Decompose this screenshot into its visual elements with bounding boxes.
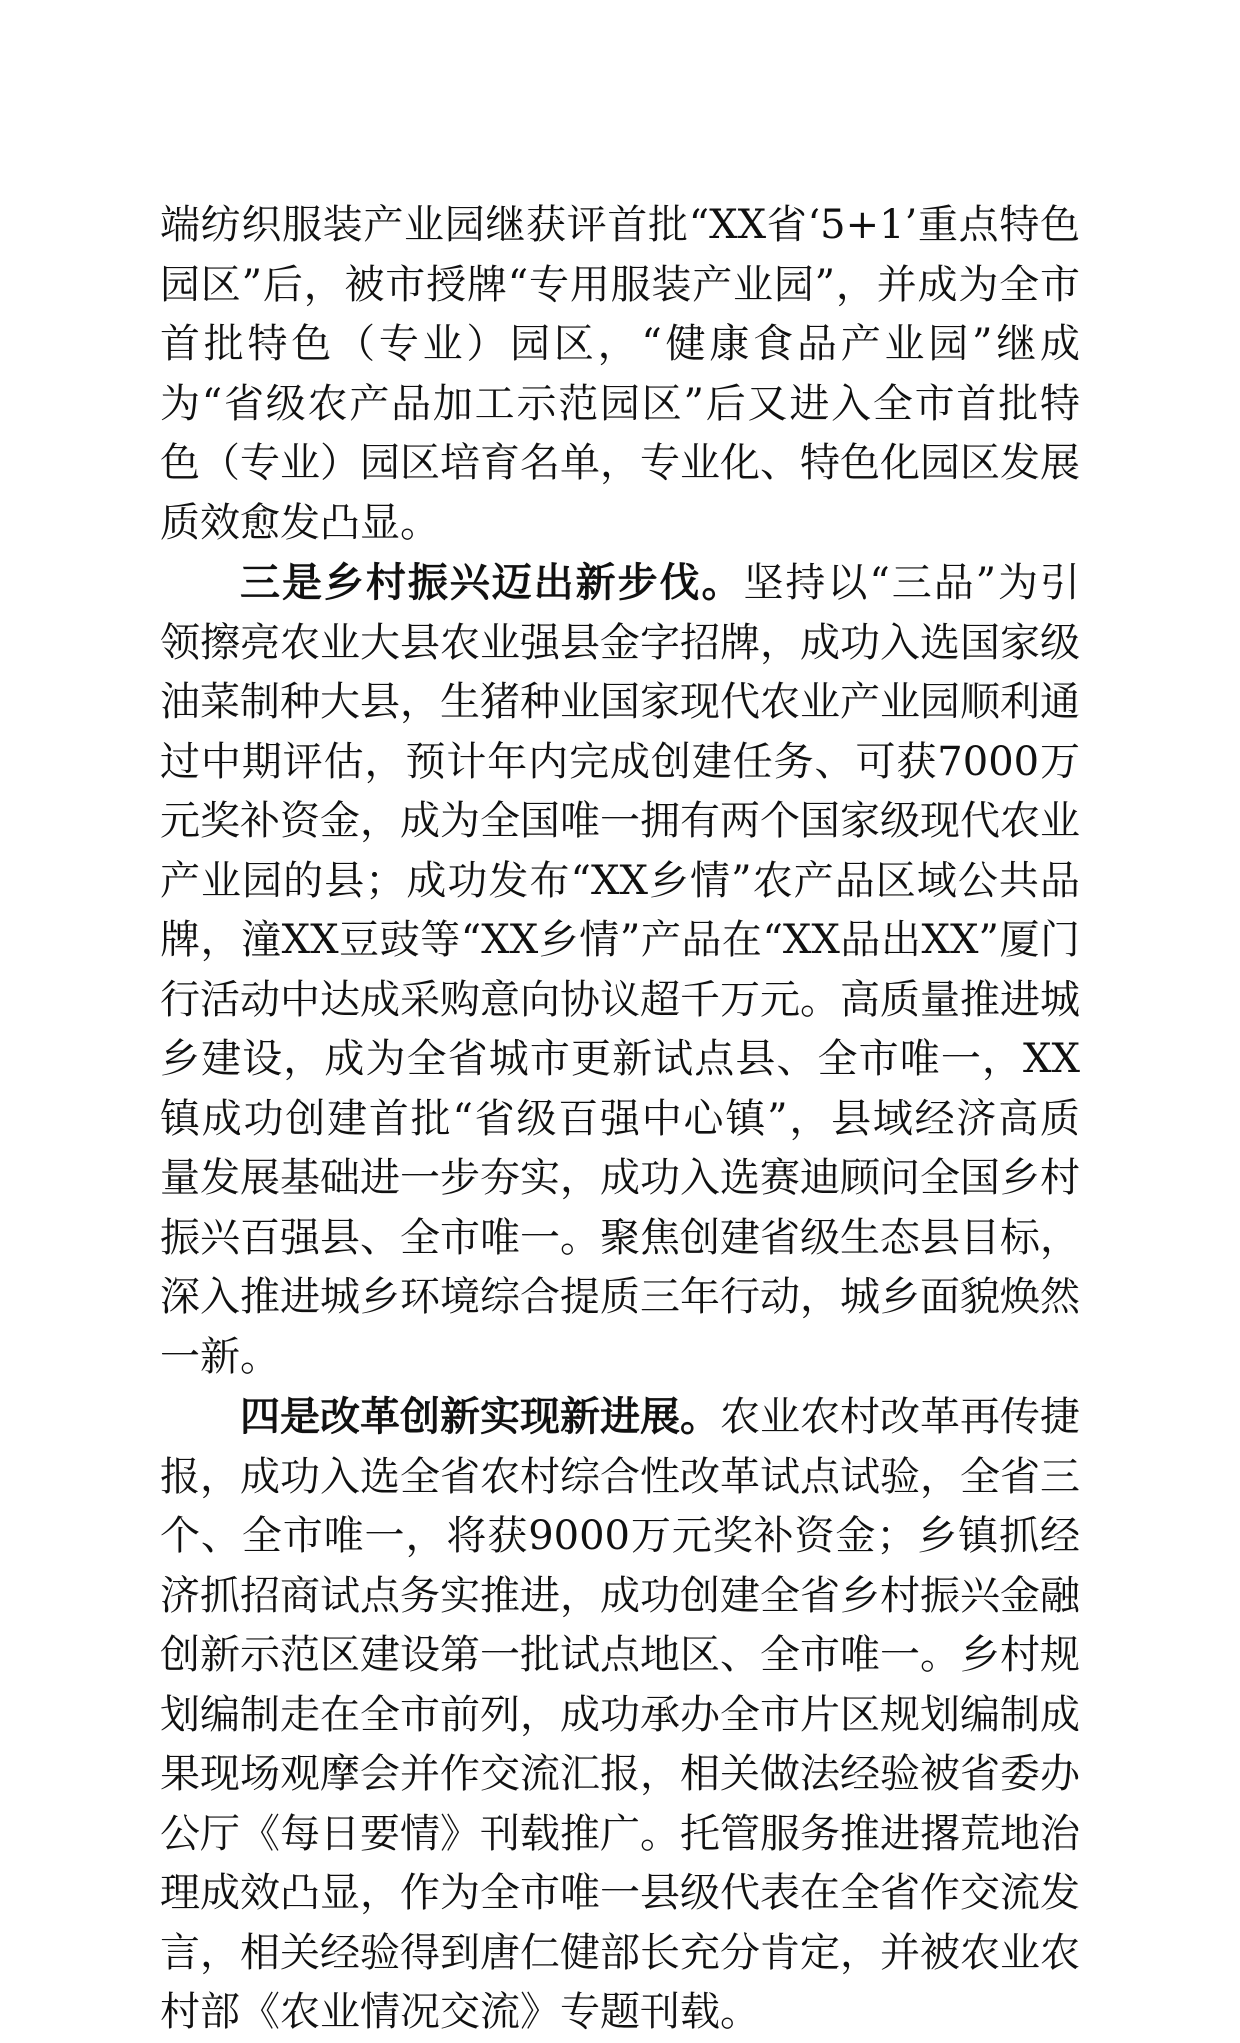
paragraph-heading: 三是乡村振兴迈出新步伐。 [240, 559, 744, 606]
paragraph-continuation [160, 196, 1080, 553]
paragraph-reform-innovation [160, 1387, 1080, 2043]
paragraph-rural-revitalization [160, 553, 1080, 1387]
document-page [160, 196, 1080, 2043]
paragraph-text: 坚持以“三品”为引领擦亮农业大县农业强县金字招牌，成功入选国家级油菜制种大县，生猪种业国家现代农业产业园顺利通过中期评估，预计年内完成创建任务、可获7000万元奖补资金，成为全国唯一拥有两个国家级现代农业产业园的县；成功发布“XX乡情”农产品区域公共品牌，潼XX豆豉等“XX乡情”产品在“XX品出XX”厦门行活动中达成采购意向协议超千万元。高质量推进城乡建设，成为全省城市更新试点县、全市唯一，XX镇成功创建首批“省级百强中心镇”，县域经济高质量发展基础进一步夯实，成功入选赛迪顾问全国乡村振兴百强县、全市唯一。聚焦创建省级生态县目标，深入推进城乡环境综合提质三年行动，城乡面貌焕然一新。 [160, 560, 1081, 1380]
paragraph-text: 农业农村改革再传捷报，成功入选全省农村综合性改革试点试验，全省三个、全市唯一，将获9000万元奖补资金；乡镇抓经济抓招商试点务实推进，成功创建全省乡村振兴金融创新示范区建设第一批试点地区、全市唯一。乡村规划编制走在全市前列，成功承办全市片区规划编制成果现场观摩会并作交流汇报，相关做法经验被省委办公厅《每日要情》刊载推广。托管服务推进撂荒地治理成效凸显，作为全市唯一县级代表在全省作交流发言，相关经验得到唐仁健部长充分肯定，并被农业农村部《农业情况交流》专题刊载。 [160, 1394, 1080, 2035]
paragraph-heading: 四是改革创新实现新进展。 [240, 1393, 720, 1440]
paragraph-text: 端纺织服装产业园继获评首批“XX省‘5+1’重点特色园区”后，被市授牌“专用服装产业园”，并成为全市首批特色（专业）园区，“健康食品产业园”继成为“省级农产品加工示范园区”后又进入全市首批特色（专业）园区培育名单，专业化、特色化园区发展质效愈发凸显。 [160, 202, 1080, 546]
